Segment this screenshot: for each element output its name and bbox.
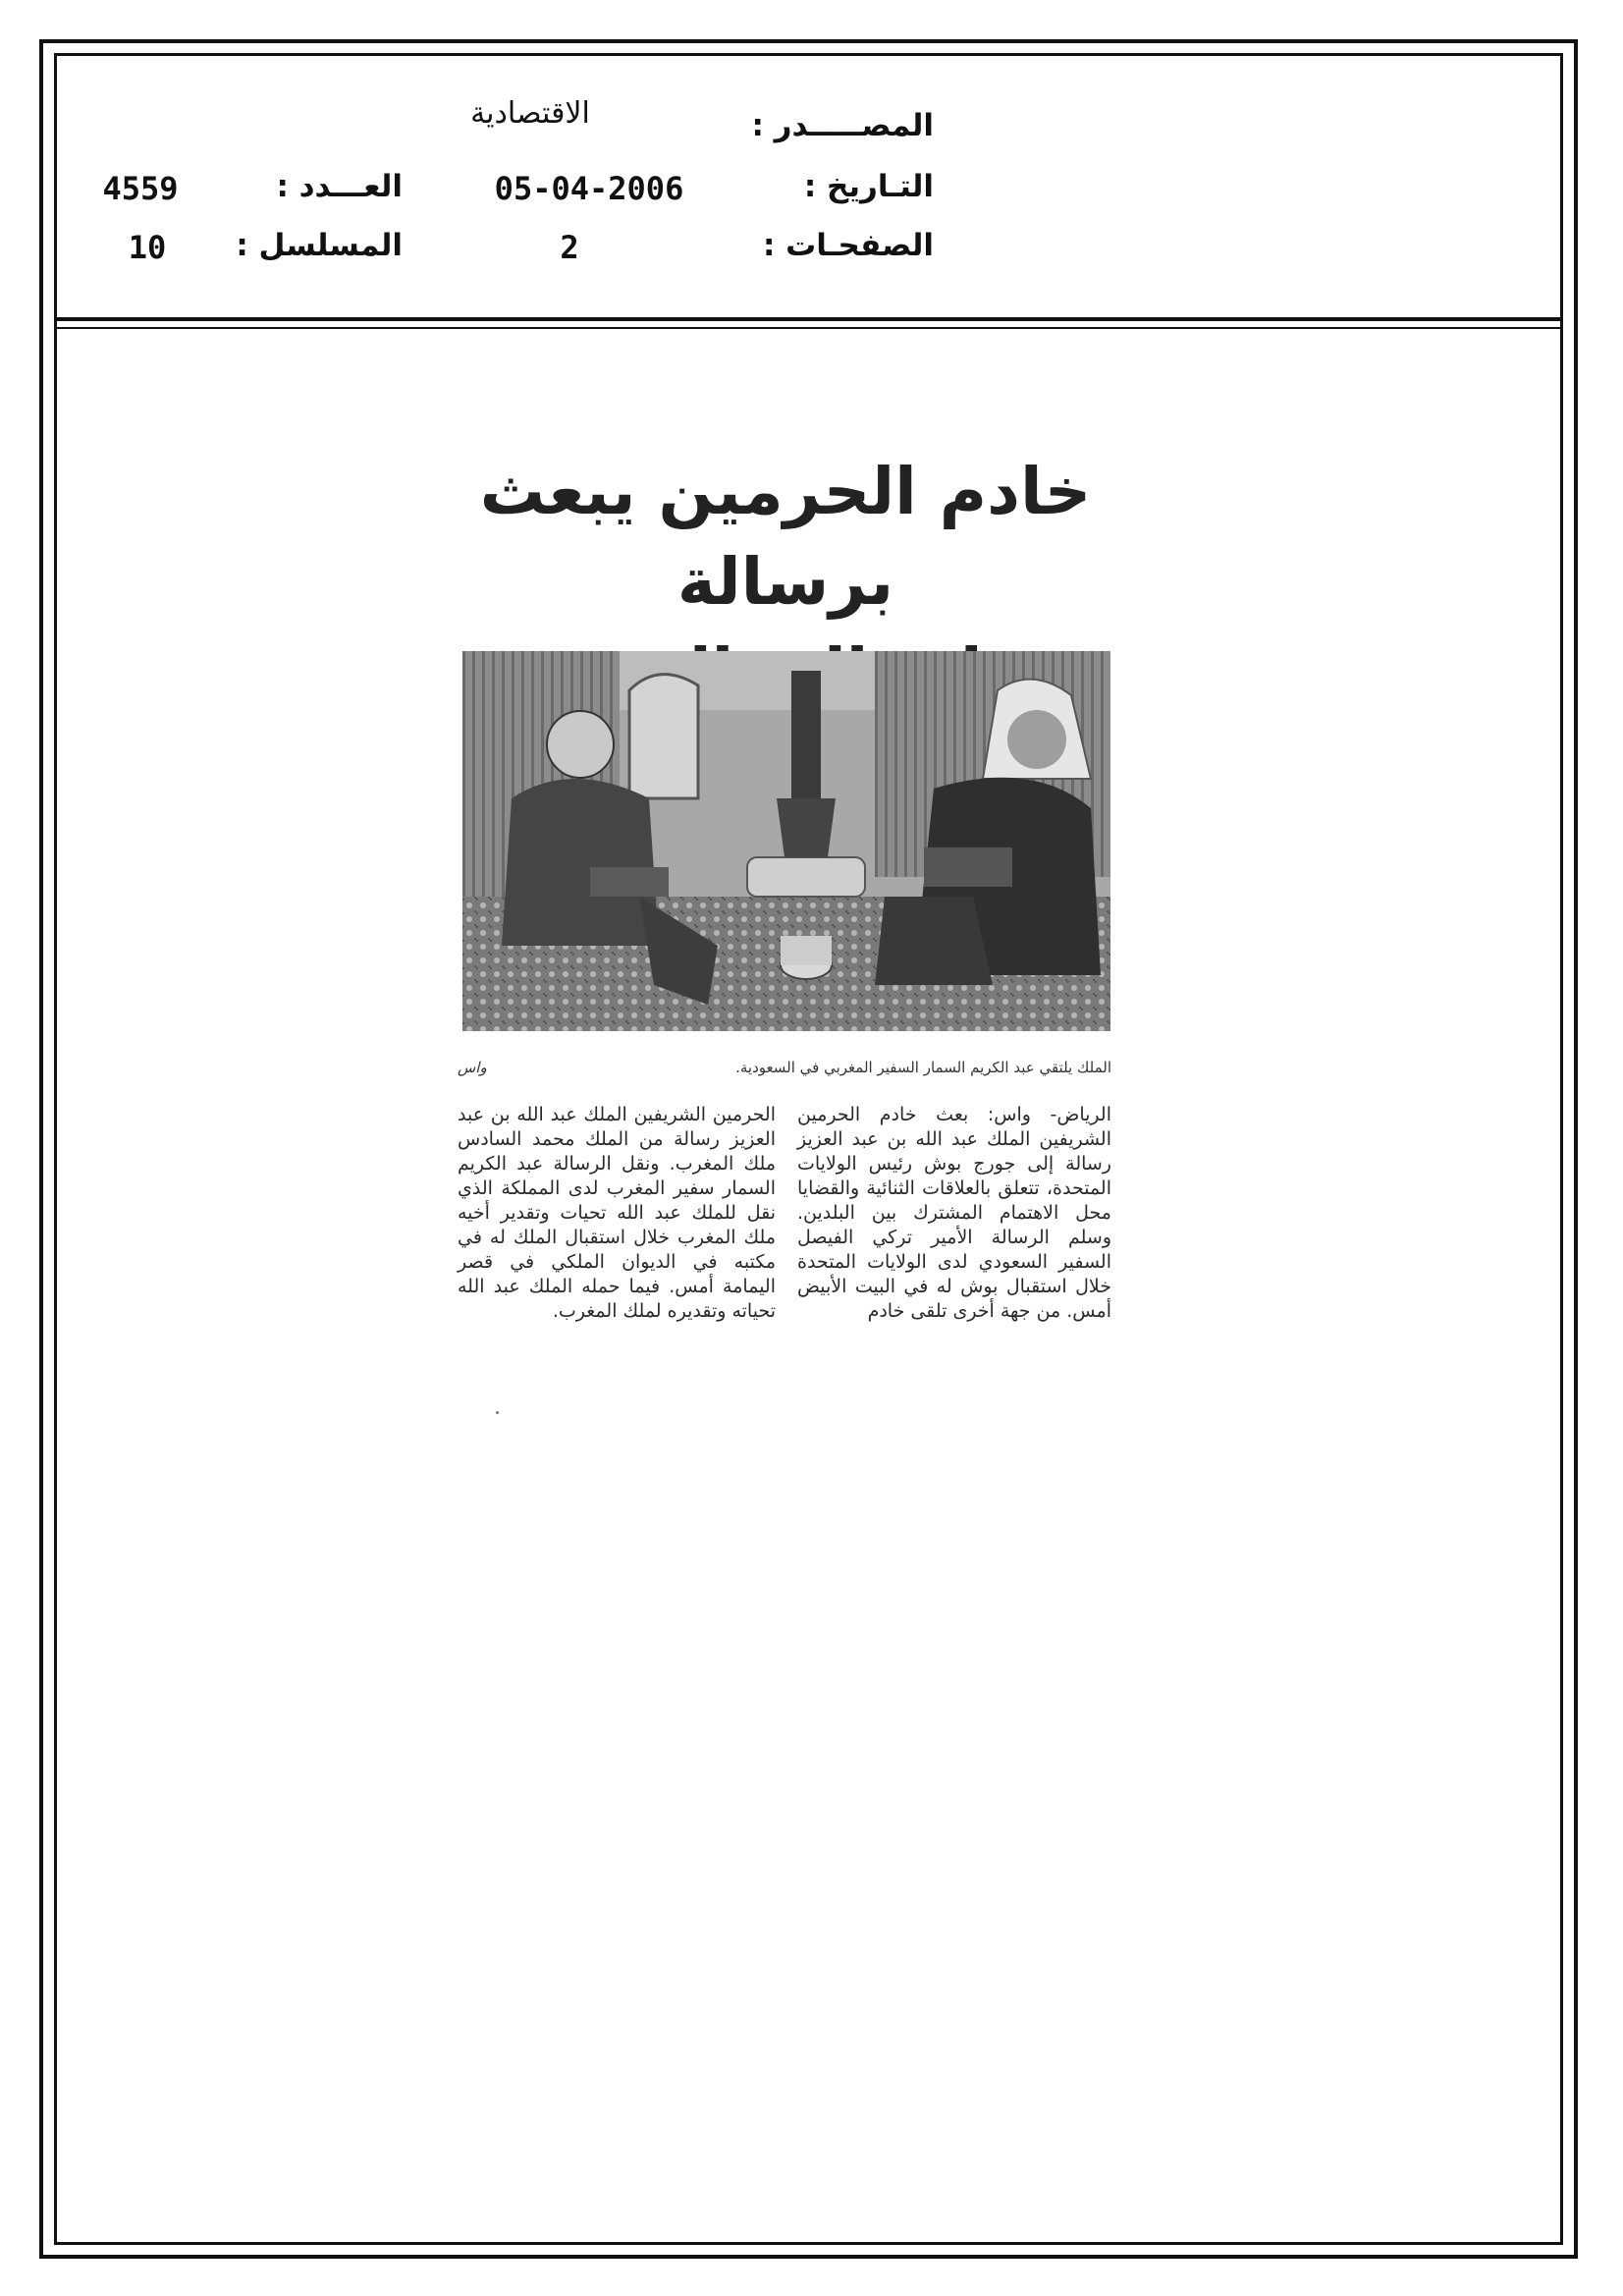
issue-label: العـــدد : bbox=[276, 169, 403, 204]
header-divider-thin bbox=[54, 327, 1563, 329]
photo-scene bbox=[462, 651, 1110, 1031]
source-value: الاقتصادية bbox=[470, 96, 590, 131]
issue-value: 4559 bbox=[102, 170, 179, 207]
pages-value: 2 bbox=[560, 229, 579, 266]
date-value: 05-04-2006 bbox=[494, 170, 684, 207]
serial-value: 10 bbox=[128, 229, 167, 266]
photo-caption bbox=[458, 1058, 1111, 1077]
serial-label: المسلسل : bbox=[236, 228, 403, 263]
article-photo bbox=[462, 651, 1110, 1031]
caption-credit: واس bbox=[458, 1059, 487, 1076]
caption-text: الملك يلتقي عبد الكريم السمار السفير المغربي في السعودية. bbox=[735, 1059, 1111, 1076]
source-label: المصـــــدر : bbox=[751, 108, 934, 143]
headline-line-1: خادم الحرمين يبعث برسالة bbox=[479, 454, 1092, 620]
scan-speck bbox=[496, 1411, 499, 1414]
header-divider bbox=[54, 317, 1563, 321]
article-column-left: الحرمين الشريفين الملك عبد الله بن عبد العزيز رسالة من الملك محمد السادس ملك المغرب. ونقل الرسالة عبد الكريم السمار سفير المغرب لدى المملكة الذي نقل للملك عبد الله تحيات وتقدير أخيه ملك المغرب خلال استقبال الملك له في مكتبه في الديوان الملكي في قصر اليمامة أمس. فيما حمله الملك عبد الله تحياته وتقديره لملك المغرب. bbox=[458, 1104, 776, 1322]
date-label: التـاريخ : bbox=[803, 169, 934, 204]
article-column-right: الرياض- واس: بعث خادم الحرمين الشريفين الملك عبد الله بن عبد العزيز رسالة إلى جورج بوش رئيس الولايات المتحدة، تتعلق بالعلاقات الثنائية والقضايا محل الاهتمام المشترك بين البلدين. وسلم الرسالة الأمير تركي الفيصل السفير السعودي لدى الولايات المتحدة خلال استقبال بوش له في البيت الأبيض أمس. من جهة أخرى تلقى خادم bbox=[797, 1104, 1111, 1322]
pages-label: الصفحـات : bbox=[762, 228, 934, 263]
